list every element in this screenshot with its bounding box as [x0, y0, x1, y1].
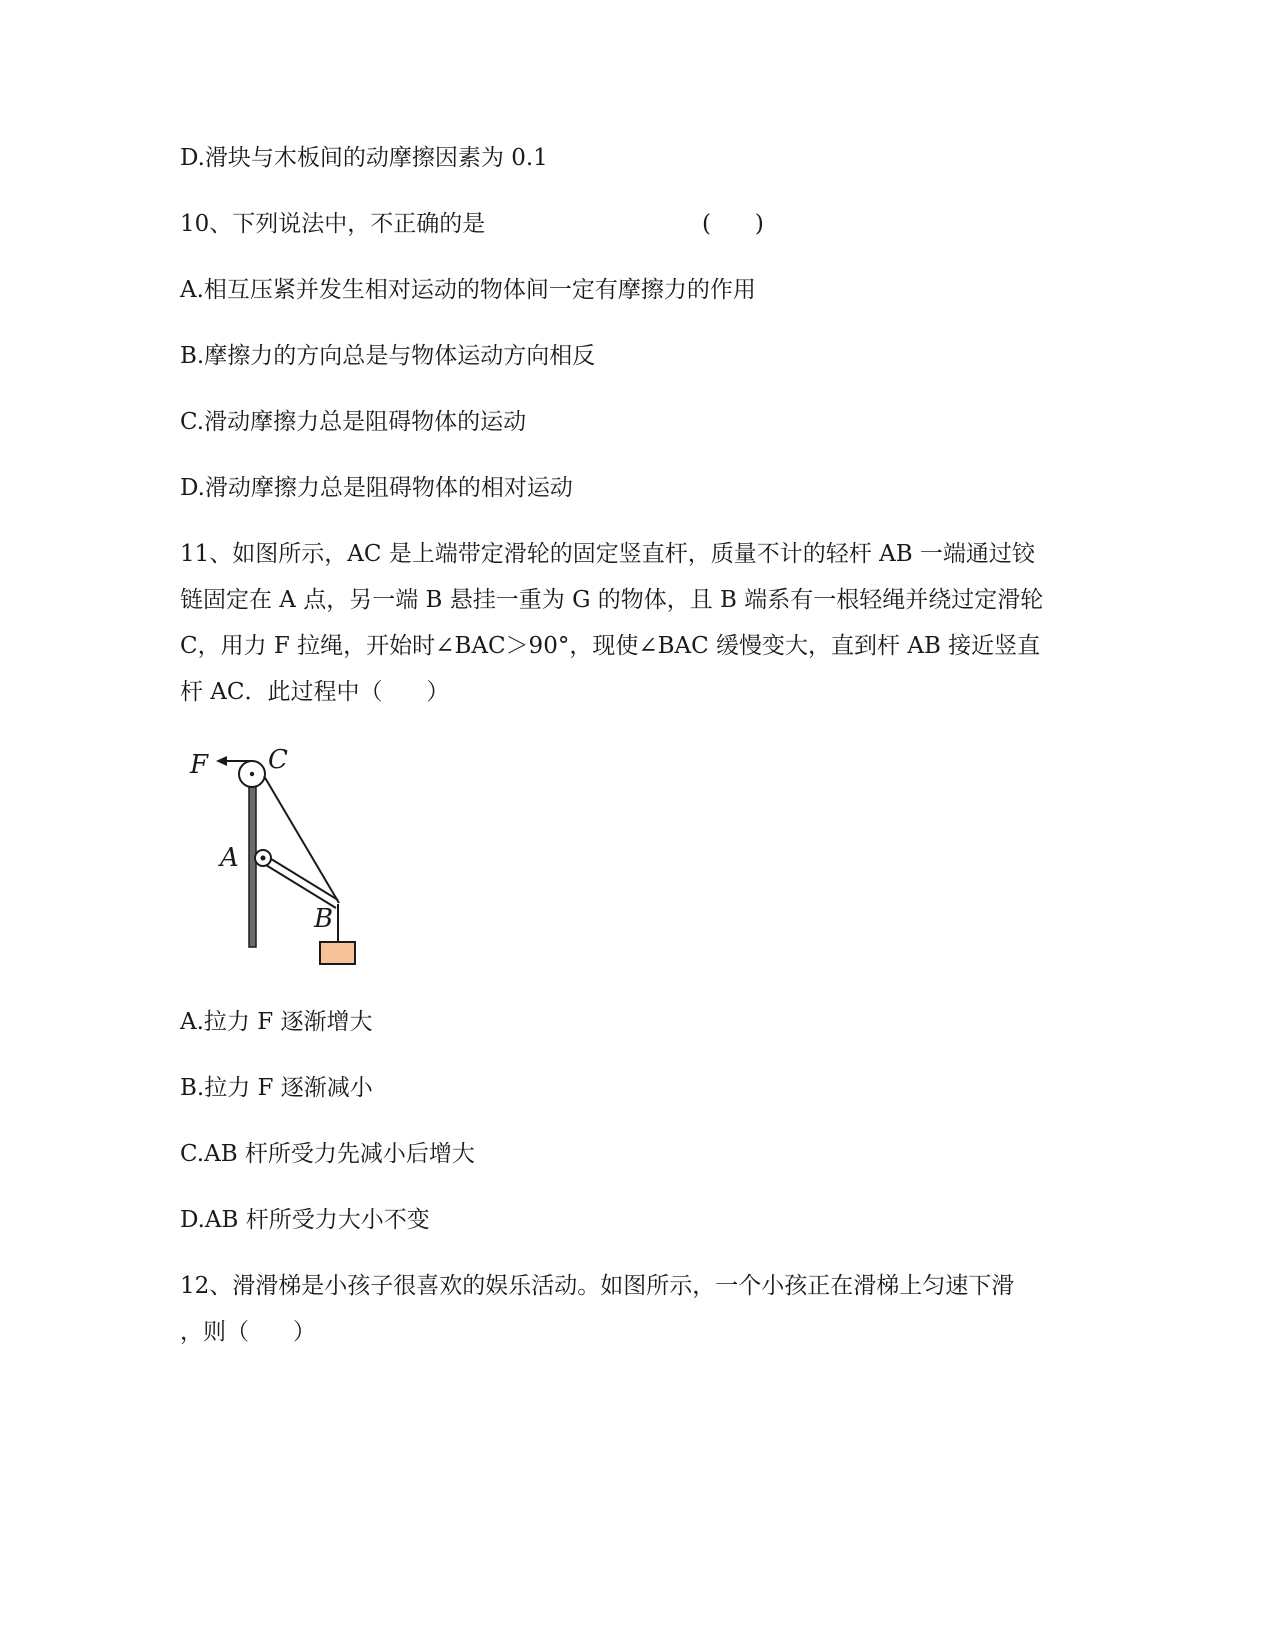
weight-block-g [320, 942, 355, 964]
q11-option-c: C.AB 杆所受力先减小后增大 [180, 1141, 475, 1167]
rod-ab-upper-edge [263, 854, 338, 900]
hinge-pin [261, 856, 266, 861]
q9-option-d: D.滑块与木板间的动摩擦因素为 0.1 [180, 145, 548, 171]
label-a: A [220, 843, 239, 873]
q11-stem-line-4: 杆 AC．此过程中（ ） [180, 679, 450, 705]
q11-option-b: B.拉力 F 逐渐减小 [180, 1075, 373, 1101]
q10-option-d: D.滑动摩擦力总是阻碍物体的相对运动 [180, 475, 573, 501]
force-f-arrowhead [216, 756, 227, 766]
q12-stem-line-1: 12、滑滑梯是小孩子很喜欢的娱乐活动。如图所示，一个小孩正在滑梯上匀速下滑 [180, 1273, 1015, 1299]
q12-stem-line-2: ，则（ ） [180, 1319, 316, 1345]
q11-stem-line-2: 链固定在 A 点，另一端 B 悬挂一重为 G 的物体，且 B 端系有一根轻绳并绕过定滑轮 [180, 587, 1044, 613]
rod-ab-lower-edge [261, 862, 336, 908]
q10-option-b: B.摩擦力的方向总是与物体运动方向相反 [180, 343, 596, 369]
pulley-axle [250, 772, 254, 776]
q10-option-c: C.滑动摩擦力总是阻碍物体的运动 [180, 409, 527, 435]
q11-option-a: A.拉力 F 逐渐增大 [180, 1009, 373, 1035]
q11-pulley-rod-diagram [180, 740, 380, 980]
q10-option-a: A.相互压紧并发生相对运动的物体间一定有摩擦力的作用 [180, 277, 756, 303]
q10-stem: 10、下列说法中，不正确的是 [180, 211, 486, 237]
q11-stem-line-1: 11、如图所示，AC 是上端带定滑轮的固定竖直杆，质量不计的轻杆 AB 一端通过铰 [180, 541, 1035, 567]
label-c: C [268, 745, 288, 775]
q10-answer-blank: ( ) [702, 211, 764, 237]
q11-option-d: D.AB 杆所受力大小不变 [180, 1207, 430, 1233]
label-b: B [314, 904, 334, 934]
q11-stem-line-3: C，用力 F 拉绳，开始时∠BAC＞90°，现使∠BAC 缓慢变大，直到杆 AB 接近竖直 [180, 633, 1041, 659]
rope-c-to-b [264, 776, 339, 903]
label-f: F [190, 750, 209, 780]
